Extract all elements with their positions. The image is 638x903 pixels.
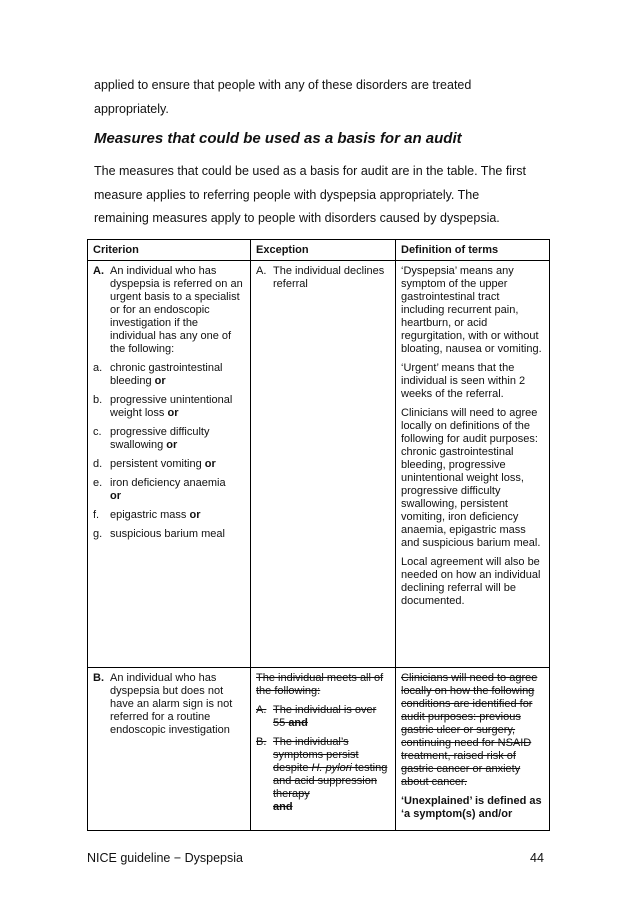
definition-cell-b xyxy=(396,668,550,831)
exception-cell-b xyxy=(251,668,396,831)
list-item xyxy=(93,458,245,471)
header-criterion: Criterion xyxy=(88,240,251,261)
item-label: e. xyxy=(93,477,103,489)
item-text: suspicious barium meal xyxy=(110,528,225,540)
exception-a-text: The individual declines referral xyxy=(273,265,385,290)
list-item xyxy=(93,362,245,388)
exception-cell-a xyxy=(251,261,396,668)
item-conjunction: or xyxy=(154,375,166,387)
page-number: 44 xyxy=(530,851,544,865)
item-label: c. xyxy=(93,426,102,438)
definition-declining-referral: Local agreement will also be needed on how an individual declining referral will be documented. xyxy=(401,556,541,607)
list-item xyxy=(93,509,245,522)
intro-paragraph xyxy=(94,73,554,121)
item-text: iron deficiency anaemia xyxy=(110,477,226,489)
section-heading: Measures that could be used as a basis for an audit xyxy=(94,130,462,147)
definition-local-agreement: Clinicians will need to agree locally on definitions of the following for audit purposes: chronic gastrointestinal bleeding, progressive unintentional weight loss, progressive difficulty swallowing, persistent vomiting, iron deficiency anaemia, epigastric mass and suspicious barium meal. xyxy=(401,407,541,549)
item-conjunction: or xyxy=(204,458,216,470)
item-text-continued: testing and acid suppression therapy xyxy=(273,762,388,800)
exception-a xyxy=(256,265,390,291)
para-line-1: The measures that could be used as a basis for audit are in the table. The first xyxy=(94,164,526,178)
table-header-row xyxy=(88,240,550,261)
item-text: The individual’s symptoms persist despite xyxy=(273,736,359,774)
table-row xyxy=(88,261,550,668)
intro-line-1: applied to ensure that people with any of these disorders are treated xyxy=(94,78,472,92)
criterion-a xyxy=(93,265,245,356)
header-definition: Definition of terms xyxy=(396,240,550,261)
item-text: chronic gastrointestinal bleeding xyxy=(110,362,223,387)
audit-measures-table xyxy=(87,239,550,831)
footer-title: NICE guideline − Dyspepsia xyxy=(87,851,243,865)
para-line-3: remaining measures apply to people with disorders caused by dyspepsia. xyxy=(94,211,500,225)
item-label: a. xyxy=(93,362,103,374)
item-italic-term: H. pylori xyxy=(311,762,352,774)
list-item xyxy=(93,477,245,503)
item-label: d. xyxy=(93,458,103,470)
criterion-a-label: A. xyxy=(93,265,104,277)
table-row xyxy=(88,668,550,831)
item-conjunction: and xyxy=(288,717,308,729)
item-text: progressive difficulty swallowing xyxy=(110,426,210,451)
item-text: progressive unintentional weight loss xyxy=(110,394,233,419)
item-conjunction: or xyxy=(167,407,179,419)
item-conjunction: or xyxy=(166,439,178,451)
item-conjunction: or xyxy=(110,490,121,502)
list-item xyxy=(256,704,390,730)
section-paragraph xyxy=(94,160,564,231)
list-item xyxy=(256,736,390,814)
criterion-a-text: An individual who has dyspepsia is referred on an urgent basis to a specialist or for an endoscopic investigation if the individual has any one of the following: xyxy=(110,265,243,355)
item-conjunction: and xyxy=(273,801,293,813)
criterion-cell-b xyxy=(88,668,251,831)
item-label: B. xyxy=(256,736,267,748)
list-item xyxy=(93,528,245,541)
item-text: The individual is over 55 xyxy=(273,704,377,729)
criterion-b-text: An individual who has dyspepsia but does not have an alarm sign is not referred for a routine endoscopic investigation xyxy=(110,672,233,736)
list-item xyxy=(93,394,245,420)
item-label: b. xyxy=(93,394,103,406)
item-label: f. xyxy=(93,509,100,521)
criterion-cell-a xyxy=(88,261,251,668)
header-exception: Exception xyxy=(251,240,396,261)
item-text: persistent vomiting xyxy=(110,458,202,470)
item-label: A. xyxy=(256,704,267,716)
list-item xyxy=(93,426,245,452)
definition-urgent: ‘Urgent’ means that the individual is seen within 2 weeks of the referral. xyxy=(401,362,526,400)
exception-b-intro: The individual meets all of the following: xyxy=(256,672,384,697)
criterion-b xyxy=(93,672,245,737)
criterion-b-label: B. xyxy=(93,672,104,684)
item-conjunction: or xyxy=(189,509,201,521)
definition-clinicians-strike: Clinicians will need to agree locally on how the following conditions are identified for audit purposes: previous gastric ulcer or surgery, continuing need for NSAID treatment, raised risk of gastric cancer or anxiety about cancer. xyxy=(401,672,538,788)
exception-a-label: A. xyxy=(256,265,267,277)
para-line-2: measure applies to referring people with dyspepsia appropriately. The xyxy=(94,187,480,202)
definition-dyspepsia: ‘Dyspepsia’ means any symptom of the upper gastrointestinal tract including recurrent pain, heartburn, or acid regurgitation, with or without bloating, nausea or vomiting. xyxy=(401,265,542,355)
definition-cell-a xyxy=(396,261,550,668)
item-text: epigastric mass xyxy=(110,509,187,521)
definition-unexplained: ‘Unexplained’ is defined as ‘a symptom(s) and/or xyxy=(401,795,542,820)
intro-line-2: appropriately. xyxy=(94,102,169,116)
item-label: g. xyxy=(93,528,103,540)
